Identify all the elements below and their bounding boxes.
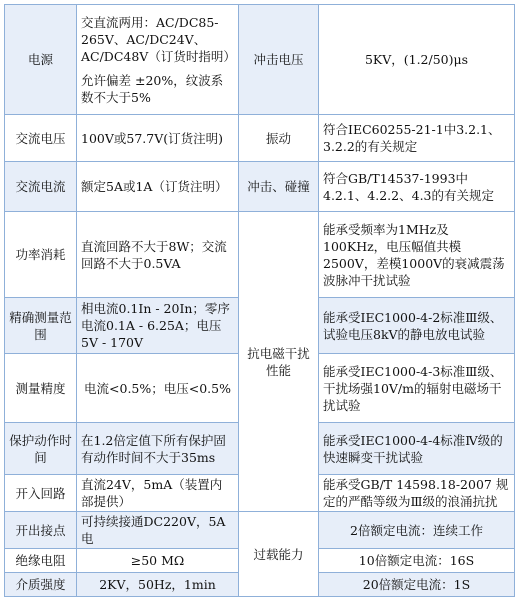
power-tolerance-text: 允许偏差 ±20%，纹波系数不大于5% xyxy=(81,72,224,105)
row-label-insulation: 绝缘电阻 xyxy=(5,549,77,573)
spec-table xyxy=(4,4,515,597)
row-label-ac-voltage: 交流电压 xyxy=(5,115,77,162)
impulse-voltage-value: 5KV，(1.2/50)μs xyxy=(319,5,515,115)
dielectric-value: 2KV，50Hz，1min xyxy=(77,573,239,597)
emc-surge-value: 能承受GB/T 14598.18-2007 规定的严酷等级为Ⅲ级的浪涌抗扰 xyxy=(319,475,515,512)
insulation-value: ≥50 MΩ xyxy=(77,549,239,573)
power-value xyxy=(77,5,239,115)
table-row xyxy=(5,162,515,212)
row-label-ac-current: 交流电流 xyxy=(5,162,77,212)
binary-output-value: 可持续接通DC220V，5A电 xyxy=(77,512,239,549)
row-label-power: 电源 xyxy=(5,5,77,115)
emc-oscillation-value: 能承受频率为1MHz及100KHz，电压幅值共模2500V，差模1000V的衰减震荡波脉冲干扰试验 xyxy=(319,212,515,298)
row-label-shock-bump: 冲击、碰撞 xyxy=(239,162,319,212)
emc-radiated-value: 能承受IEC1000-4-3标准Ⅲ级、干扰场强10V/m的辐射电磁场干扰试验 xyxy=(319,354,515,423)
overload-1s-value: 20倍额定电流：1S xyxy=(319,573,515,597)
power-consumption-value: 直流回路不大于8W；交流回路不大于0.5VA xyxy=(77,212,239,298)
table-row xyxy=(5,212,515,298)
row-label-binary-output: 开出接点 xyxy=(5,512,77,549)
table-row xyxy=(5,512,515,549)
measurement-accuracy-value: 电流<0.5%；电压<0.5% xyxy=(77,354,239,423)
ac-current-value: 额定5A或1A（订货注明） xyxy=(77,162,239,212)
overload-16s-value: 10倍额定电流：16S xyxy=(319,549,515,573)
measurement-range-value: 相电流0.1In - 20In；零序电流0.1A - 6.25A；电压5V - 170V xyxy=(77,298,239,354)
table-row xyxy=(5,5,515,115)
row-label-impulse-voltage: 冲击电压 xyxy=(239,5,319,115)
binary-input-value: 直流24V，5mA（装置内部提供） xyxy=(77,475,239,512)
ac-voltage-value: 100V或57.7V(订货注明) xyxy=(77,115,239,162)
row-label-emc: 抗电磁干扰性能 xyxy=(239,212,319,512)
shock-bump-value: 符合GB/T14537-1993中4.2.1、4.2.2、4.3的有关规定 xyxy=(319,162,515,212)
row-label-vibration: 振动 xyxy=(239,115,319,162)
row-label-power-consumption: 功率消耗 xyxy=(5,212,77,298)
emc-esd-value: 能承受IEC1000-4-2标准Ⅲ级、试验电压8kV的静电放电试验 xyxy=(319,298,515,354)
row-label-measurement-accuracy: 测量精度 xyxy=(5,354,77,423)
row-label-binary-input: 开入回路 xyxy=(5,475,77,512)
row-label-overload: 过载能力 xyxy=(239,512,319,597)
row-label-protection-time: 保护动作时间 xyxy=(5,423,77,475)
power-supply-text: 交直流两用：AC/DC85-265V、AC/DC24V、AC/DC48V（订货时指明） xyxy=(81,14,236,64)
table-row xyxy=(5,115,515,162)
row-label-measurement-range: 精确测量范围 xyxy=(5,298,77,354)
row-label-dielectric: 介质强度 xyxy=(5,573,77,597)
emc-eft-value: 能承受IEC1000-4-4标准Ⅳ级的快速瞬变干扰试验 xyxy=(319,423,515,475)
vibration-value: 符合IEC60255-21-1中3.2.1、3.2.2的有关规定 xyxy=(319,115,515,162)
protection-time-value: 在1.2倍定值下所有保护固有动作时间不大于35ms xyxy=(77,423,239,475)
overload-continuous-value: 2倍额定电流：连续工作 xyxy=(319,512,515,549)
